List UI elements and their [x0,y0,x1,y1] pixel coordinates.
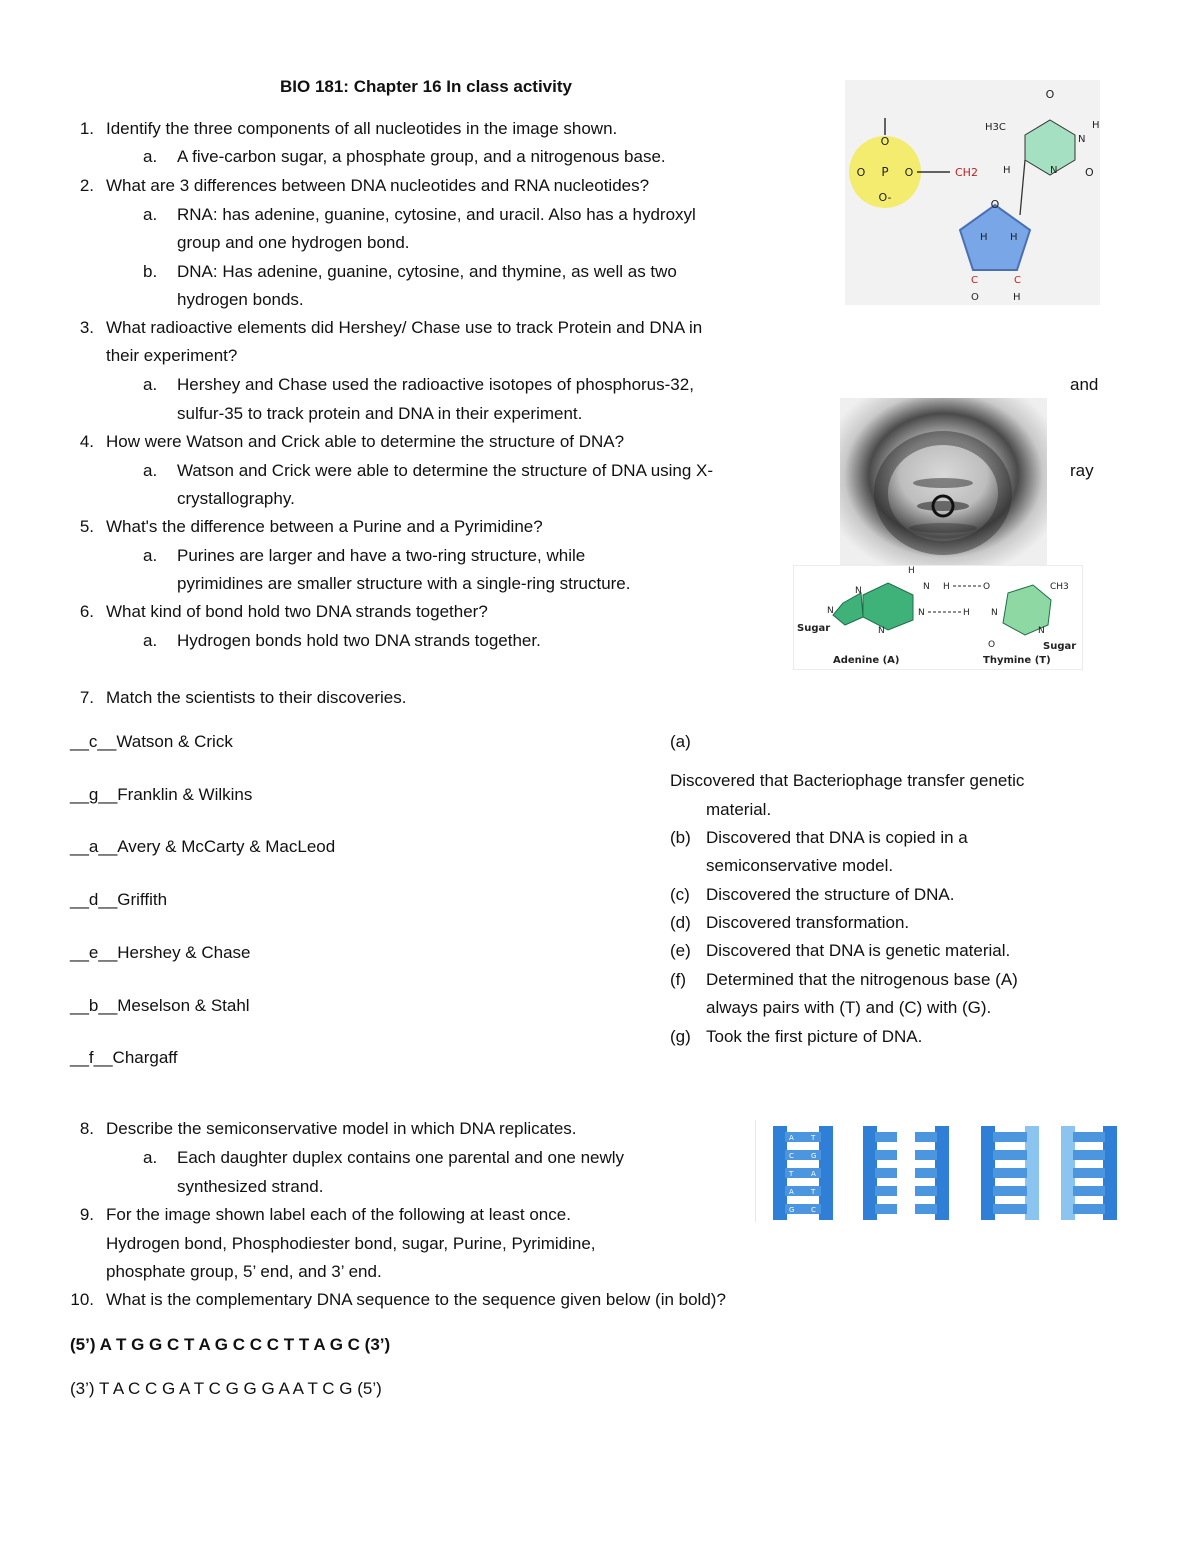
q2-b-line1: DNA: Has adenine, guanine, cytosine, and thymine, as well as two [177,262,677,281]
base-label: G [811,1152,817,1160]
match-left-6: __b__Meselson & Stahl [70,996,250,1015]
q1-text: Identify the three components of all nucleotides in the image shown. [106,119,618,138]
phosphate-o-right: O [904,166,914,179]
q5-number: 5. [79,517,94,536]
thymine-label: Thymine (T) [983,655,1051,666]
q4-a-letter: a. [143,461,158,480]
adenine-n1: N [918,608,925,618]
match-left-3: __a__Avery & McCarty & MacLeod [70,837,336,856]
q9-line2: Hydrogen bond, Phosphodiester bond, sugar, Purine, Pyrimidine, [106,1234,596,1253]
sequence-given: (5’) A T G G C T A G C C C T T A G C (3’) [70,1335,391,1354]
q4-number: 4. [79,432,94,451]
base-label: A [789,1134,794,1142]
match-right-d-line1: Discovered transformation. [706,913,910,932]
q6-a-text: Hydrogen bonds hold two DNA strands together. [177,631,541,650]
q7-text: Match the scientists to their discoveries. [106,688,407,707]
q1-a-text: A five-carbon sugar, a phosphate group, and a nitrogenous base. [177,147,666,166]
base-h-c6: H [1003,165,1011,176]
q7-number: 7. [79,688,94,707]
match-right-f-letter: (f) [670,970,687,989]
match-left-1: __c__Watson & Crick [70,732,233,751]
base-n1: N [1050,165,1058,176]
sugar-c3: C [971,275,978,286]
q8-a-line2: synthesized strand. [177,1177,324,1196]
match-right-g-line1: Took the first picture of DNA. [706,1027,923,1046]
amino-n: N [923,582,930,592]
q9-number: 9. [79,1205,94,1224]
sugar-c2: C [1014,275,1021,286]
q8-a-letter: a. [143,1148,158,1167]
q2-a-line2: group and one hydrogen bond. [177,233,410,252]
q1-a-letter: a. [143,147,158,166]
sugar-oh: O [971,292,979,303]
methyl-group: CH3 [1050,582,1069,592]
base-h-n3: H [1092,120,1100,131]
q10-text: What is the complementary DNA sequence to the sequence given below (in bold)? [106,1290,726,1309]
q2-b-line2: hydrogen bonds. [177,290,304,309]
match-right-a-letter: (a) [670,732,691,751]
q4-a-line2: crystallography. [177,489,295,508]
sugar-h-bottom: H [1013,292,1021,303]
q2-text: What are 3 differences between DNA nucleotides and RNA nucleotides? [106,176,650,195]
adenine-label: Adenine (A) [833,655,900,666]
match-right-c-line1: Discovered the structure of DNA. [706,885,955,904]
hbond-top: H [943,582,950,592]
separated-strand-right [915,1126,949,1220]
ch2-label: CH2 [955,166,978,179]
match-right-a-line2: material. [706,800,772,819]
match-right-c-letter: (c) [670,885,690,904]
daughter-duplex-2 [1061,1126,1117,1220]
q2-a-line1: RNA: has adenine, guanine, cytosine, and uracil. Also has a hydroxyl [177,205,696,224]
xray-diffraction-figure [840,398,1047,570]
thymine-o-top: O [983,582,991,592]
q4-a-line1: Watson and Crick were able to determine the structure of DNA using X- [177,461,714,480]
base-o-top: O [1045,88,1055,101]
adenine-n7: N [855,586,862,596]
match-right-b-letter: (b) [670,828,691,847]
sugar-h-left: H [980,232,988,243]
thymine-n3: N [991,608,998,618]
adenine-n3: N [878,626,885,636]
base-label: T [789,1170,794,1178]
base-pair-figure [793,565,1083,670]
q2-b-letter: b. [143,262,158,281]
ring-oxygen: O [990,198,1000,211]
base-label: T [811,1188,816,1196]
q2-a-letter: a. [143,205,158,224]
q5-a-line2: pyrimidines are smaller structure with a single-ring structure. [177,574,631,593]
match-right-b-line2: semiconservative model. [706,856,894,875]
q8-a-line1: Each daughter duplex contains one parental and one newly [177,1148,625,1167]
q4-text: How were Watson and Crick able to determine the structure of DNA? [106,432,625,451]
match-left-7: __f__Chargaff [70,1048,178,1067]
q3-a-letter: a. [143,375,158,394]
q3-number: 3. [79,318,94,337]
q6-text: What kind of bond hold two DNA strands together? [106,602,488,621]
sequence-answer: (3’) T A C C G A T C G G G A A T C G (5’) [70,1379,382,1398]
methyl-label: H3C [985,122,1006,133]
q5-a-letter: a. [143,546,158,565]
base-o-bottom: O [1085,166,1094,179]
match-right-e-letter: (e) [670,941,691,960]
q1-number: 1. [79,119,94,138]
sugar-label-right: Sugar [1043,641,1077,652]
base-label: C [811,1206,816,1214]
match-right-f-line2: always pairs with (T) and (C) with (G). [706,998,992,1017]
base-label: C [789,1152,794,1160]
q3-line2: their experiment? [106,346,238,365]
base-label: T [811,1134,816,1142]
match-left-4: __d__Griffith [70,890,168,909]
base-label: A [811,1170,816,1178]
q5-a-line1: Purines are larger and have a two-ring structure, while [177,546,586,565]
sugar-h-right: H [1010,232,1018,243]
separated-strand-left [863,1126,897,1220]
base-label: G [789,1206,795,1214]
q3-line1: What radioactive elements did Hershey/ Chase use to track Protein and DNA in [106,318,703,337]
match-right-e-line1: Discovered that DNA is genetic material. [706,941,1011,960]
base-label: A [789,1188,794,1196]
base-n3: N [1078,134,1086,145]
adenine-n9: N [827,606,834,616]
match-right-b-line1: Discovered that DNA is copied in a [706,828,968,847]
q8-text: Describe the semiconservative model in which DNA replicates. [106,1119,577,1138]
match-right-a-line1: Discovered that Bacteriophage transfer genetic [670,771,1025,790]
replication-figure [755,1120,1120,1225]
phosphate-o-left: O [856,166,866,179]
match-right-g-letter: (g) [670,1027,691,1046]
nucleotide-structure-figure [845,80,1100,305]
q2-number: 2. [79,176,94,195]
q3-a-line2: sulfur-35 to track protein and DNA in their experiment. [177,404,583,423]
amino-h: H [908,566,915,576]
match-left-5: __e__Hershey & Chase [70,943,251,962]
q3-a-trail: and [1070,375,1099,394]
q4-a-trail: ray [1070,461,1094,480]
match-right-d-letter: (d) [670,913,691,932]
q3-a-line1: Hershey and Chase used the radioactive isotopes of phosphorus-32, [177,375,694,394]
q9-line1: For the image shown label each of the following at least once. [106,1205,571,1224]
thymine-n1: N [1038,626,1045,636]
sugar-label-left: Sugar [797,623,831,634]
page-title: BIO 181: Chapter 16 In class activity [280,77,572,96]
match-left-2: __g__Franklin & Wilkins [70,785,253,804]
q6-a-letter: a. [143,631,158,650]
phosphate-p: P [881,165,889,179]
q5-text: What's the difference between a Purine and a Pyrimidine? [106,517,543,536]
q8-number: 8. [79,1119,94,1138]
q6-number: 6. [79,602,94,621]
phosphate-o-top: O [880,135,890,148]
daughter-duplex-1 [981,1126,1039,1220]
q10-number: 10. [70,1290,94,1309]
phosphate-o-bottom: O- [878,191,892,204]
match-right-f-line1: Determined that the nitrogenous base (A) [706,970,1018,989]
hbond-bottom: H [963,608,970,618]
thymine-o-bottom: O [988,640,996,650]
q9-line3: phosphate group, 5’ end, and 3’ end. [106,1262,382,1281]
parent-duplex [773,1126,833,1220]
